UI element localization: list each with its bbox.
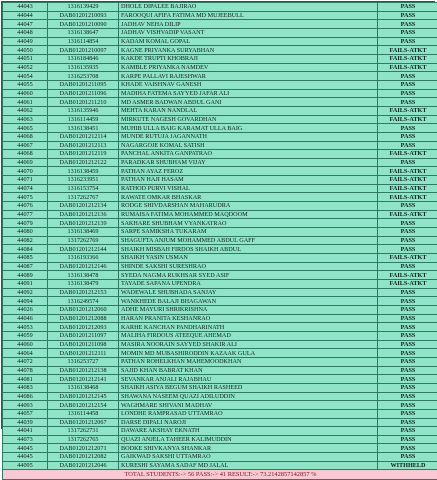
- seat-number: 44063: [3, 115, 48, 124]
- result-status: PASS: [378, 444, 437, 453]
- enrollment-number: DAB01201212111: [48, 349, 119, 358]
- table-row: [3, 141, 437, 150]
- student-name: NAGARGOJE KOMAL SATISH: [119, 141, 378, 150]
- seat-number: 44060: [3, 89, 48, 98]
- enrollment-number: DAB01201212046: [48, 461, 119, 470]
- table-row: [3, 132, 437, 141]
- student-name: RUMAISA FATIMA MOHAMMED MAQDOOM: [119, 210, 378, 219]
- table-row: [3, 444, 437, 453]
- result-status: FAILS-ATKT: [378, 184, 437, 193]
- table-row: [3, 167, 437, 176]
- result-status: PASS: [378, 305, 437, 314]
- seat-number: 44084: [3, 245, 48, 254]
- enrollment-number: DAB01201212082: [48, 453, 119, 462]
- enrollment-number: DAB01201210090: [48, 20, 119, 29]
- totals-row: [3, 470, 437, 480]
- enrollment-number: 1316114459: [48, 115, 119, 124]
- enrollment-number: 1316114458: [48, 409, 119, 418]
- enrollment-number: DAB01201210097: [48, 46, 119, 55]
- enrollment-number: DAB01201211098: [48, 340, 119, 349]
- table-row: [3, 435, 437, 444]
- table-row: [3, 392, 437, 401]
- table-row: [3, 236, 437, 245]
- student-name: WADEWALE SHUBHADA SANJAY: [119, 288, 378, 297]
- enrollment-number: DAB01201212139: [48, 219, 119, 228]
- table-row: [3, 150, 437, 159]
- result-status: FAILS-ATKT: [378, 271, 437, 280]
- student-name: SHAIKH YASIN USMAN: [119, 254, 378, 263]
- table-row: [3, 340, 437, 349]
- enrollment-number: DAB01201212154: [48, 401, 119, 410]
- result-status: FAILS-ATKT: [378, 46, 437, 55]
- seat-number: 44095: [3, 461, 48, 470]
- seat-number: 44083: [3, 383, 48, 392]
- enrollment-number: 1316138459: [48, 167, 119, 176]
- student-name: MADIHA FATEMA SAYYED JAFAR ALI: [119, 89, 378, 98]
- table-row: [3, 63, 437, 72]
- seat-number: 44068: [3, 132, 48, 141]
- enrollment-number: 1317262769: [48, 236, 119, 245]
- table-row: [3, 54, 437, 63]
- seat-number: 44061: [3, 98, 48, 107]
- student-name: MD ASMER BADWAN ABDUL GANI: [119, 98, 378, 107]
- seat-number: 44057: [3, 409, 48, 418]
- student-name: MASIRA NOORAIN SAYYED SHAKIR ALI: [119, 340, 378, 349]
- table-row: [3, 46, 437, 55]
- student-name: JADHAV VISHVADIP VASANT: [119, 28, 378, 37]
- student-name: RODGE SHIVDARSHAN MAHARUDRA: [119, 202, 378, 211]
- seat-number: 44077: [3, 210, 48, 219]
- student-name: SEVANKAR ANJALI RAJABHAU: [119, 375, 378, 384]
- seat-number: 44091: [3, 280, 48, 289]
- enrollment-number: 1316114854: [48, 37, 119, 46]
- student-name: SYEDA NAGMA RUKHSAR SYED ASIF: [119, 271, 378, 280]
- table-row: [3, 323, 437, 332]
- enrollment-number: DAB01201212119: [48, 150, 119, 159]
- student-name: LONDHE RAMPRASAD UTTAMRAO: [119, 409, 378, 418]
- enrollment-number: DAB01201212146: [48, 262, 119, 271]
- enrollment-number: 1316138451: [48, 124, 119, 133]
- result-status: PASS: [378, 392, 437, 401]
- table-row: [3, 115, 437, 124]
- result-status: FAILS-ATKT: [378, 54, 437, 63]
- table-row: [3, 375, 437, 384]
- student-name: SHAGUFTA ANJUM MOHAMMED ABDUL GAFF: [119, 236, 378, 245]
- seat-number: 44065: [3, 124, 48, 133]
- table-row: [3, 427, 437, 436]
- student-name: WAGHMARE SHIVANI MADHAV: [119, 401, 378, 410]
- seat-number: 44039: [3, 418, 48, 427]
- enrollment-number: DAB01201212138: [48, 366, 119, 375]
- result-status: PASS: [378, 141, 437, 150]
- student-name: KURESHI SAYAMA SADAF MD JALAL: [119, 461, 378, 470]
- student-name: RATHOD PURVI VISHAL: [119, 184, 378, 193]
- result-status: PASS: [378, 427, 437, 436]
- result-status: FAILS-ATKT: [378, 280, 437, 289]
- student-name: KARPE PALLAVI RAJESHWAR: [119, 72, 378, 81]
- totals-summary: TOTAL STUDENTS:-> 56 PASS:-> 41 RESULT:-> 73.2142857142857 %: [3, 470, 437, 480]
- table-row: [3, 331, 437, 340]
- enrollment-number: DAB01201212113: [48, 141, 119, 150]
- seat-number: 44094: [3, 297, 48, 306]
- result-status: PASS: [378, 383, 437, 392]
- enrollment-number: DAB01201211097: [48, 331, 119, 340]
- table-row: [3, 409, 437, 418]
- enrollment-number: DAB01201211210: [48, 98, 119, 107]
- table-row: [3, 89, 437, 98]
- table-row: [3, 288, 437, 297]
- student-name: MUHIB ULLA BAIG KARAMAT ULLA BAIG: [119, 124, 378, 133]
- enrollment-number: 1317262731: [48, 427, 119, 436]
- enrollment-number: 1316253727: [48, 357, 119, 366]
- seat-number: 44059: [3, 331, 48, 340]
- result-status: PASS: [378, 202, 437, 211]
- result-status: PASS: [378, 98, 437, 107]
- seat-number: 44072: [3, 357, 48, 366]
- table-row: [3, 401, 437, 410]
- result-status: PASS: [378, 366, 437, 375]
- seat-number: 44062: [3, 106, 48, 115]
- result-status: FAILS-ATKT: [378, 254, 437, 263]
- enrollment-number: DAB01201212134: [48, 202, 119, 211]
- result-status: PASS: [378, 409, 437, 418]
- enrollment-number: 1317262767: [48, 193, 119, 202]
- result-status: PASS: [378, 124, 437, 133]
- table-row: [3, 98, 437, 107]
- table-row: [3, 366, 437, 375]
- result-status: FAILS-ATKT: [378, 150, 437, 159]
- student-name: BODKE SHIVKANYA SHANKAR: [119, 444, 378, 453]
- table-row: [3, 245, 437, 254]
- table-row: [3, 20, 437, 29]
- student-name: GAIKWAD SAKSHI UTTAMRAO: [119, 453, 378, 462]
- result-status: FAILS-ATKT: [378, 63, 437, 72]
- table-row: [3, 184, 437, 193]
- seat-number: 44080: [3, 228, 48, 237]
- enrollment-number: DAB01201212136: [48, 210, 119, 219]
- result-status: PASS: [378, 245, 437, 254]
- table-row: [3, 176, 437, 185]
- student-name: MALIHA FIRDOUS ATEEQUE AHEMAD: [119, 331, 378, 340]
- result-status: PASS: [378, 453, 437, 462]
- table-row: [3, 461, 437, 470]
- result-status: PASS: [378, 331, 437, 340]
- enrollment-number: 1316135946: [48, 106, 119, 115]
- seat-number: 44067: [3, 141, 48, 150]
- table-row: [3, 124, 437, 133]
- enrollment-number: 1316249574: [48, 297, 119, 306]
- student-name: SAJID KHAN BABRAT KHAN: [119, 366, 378, 375]
- result-sheet: [1, 1, 435, 429]
- enrollment-number: 1316138478: [48, 271, 119, 280]
- seat-number: 44060: [3, 340, 48, 349]
- student-name: DAWARE AKSHAY EKNATH: [119, 427, 378, 436]
- result-status: PASS: [378, 28, 437, 37]
- enrollment-number: 1316138468: [48, 383, 119, 392]
- student-name: RAWATE OMKAR BHASKAR: [119, 193, 378, 202]
- seat-number: 44051: [3, 54, 48, 63]
- student-name: KHADE VAISHNAV GANESH: [119, 80, 378, 89]
- table-row: [3, 11, 437, 20]
- seat-number: 44054: [3, 72, 48, 81]
- result-status: PASS: [378, 11, 437, 20]
- results-table-body: [3, 3, 437, 480]
- result-status: PASS: [378, 262, 437, 271]
- student-name: KAMBLE PRIYANKA NAMDEV: [119, 63, 378, 72]
- enrollment-number: 1316139429: [48, 3, 119, 12]
- result-status: PASS: [378, 72, 437, 81]
- student-name: KARHE KANCHAN PANDHARINATH: [119, 323, 378, 332]
- seat-number: 44075: [3, 193, 48, 202]
- seat-number: 44085: [3, 254, 48, 263]
- result-status: FAILS-ATKT: [378, 176, 437, 185]
- enrollment-number: DAB01201212093: [48, 323, 119, 332]
- result-status: FAILS-ATKT: [378, 115, 437, 124]
- table-row: [3, 80, 437, 89]
- seat-number: 44053: [3, 323, 48, 332]
- student-name: HARAN PRANITA KESHANRAO: [119, 314, 378, 323]
- result-status: PASS: [378, 288, 437, 297]
- table-row: [3, 202, 437, 211]
- enrollment-number: 1316184846: [48, 54, 119, 63]
- result-status: FAILS-ATKT: [378, 210, 437, 219]
- seat-number: 44043: [3, 3, 48, 12]
- student-name: MEHTA KARAN NANDLAL: [119, 106, 378, 115]
- result-status: PASS: [378, 228, 437, 237]
- enrollment-number: DAB01201212122: [48, 158, 119, 167]
- enrollment-number: 1316138647: [48, 28, 119, 37]
- enrollment-number: DAB01201211095: [48, 80, 119, 89]
- student-name: PATHAN HAJI HASAM: [119, 176, 378, 185]
- seat-number: 44070: [3, 167, 48, 176]
- seat-number: 44069: [3, 158, 48, 167]
- table-row: [3, 357, 437, 366]
- table-row: [3, 453, 437, 462]
- result-status: PASS: [378, 314, 437, 323]
- seat-number: 44071: [3, 176, 48, 185]
- result-status: PASS: [378, 323, 437, 332]
- result-status: PASS: [378, 297, 437, 306]
- seat-number: 44086: [3, 392, 48, 401]
- enrollment-number: 1316193366: [48, 254, 119, 263]
- student-name: MOMIN MD MUBASHIRODDIN KAZAAK GULA: [119, 349, 378, 358]
- student-name: PANCHAL ANKITA GANPATRAO: [119, 150, 378, 159]
- seat-number: 44081: [3, 375, 48, 384]
- seat-number: 44046: [3, 314, 48, 323]
- result-status: PASS: [378, 236, 437, 245]
- enrollment-number: 1316138479: [48, 280, 119, 289]
- enrollment-number: DAB01201212153: [48, 288, 119, 297]
- result-status: PASS: [378, 349, 437, 358]
- enrollment-number: DAB01201212114: [48, 132, 119, 141]
- result-status: FAILS-ATKT: [378, 106, 437, 115]
- student-name: TAYADE SAPANA UPENDRA: [119, 280, 378, 289]
- enrollment-number: DAB01201212071: [48, 444, 119, 453]
- enrollment-number: 1316253708: [48, 72, 119, 81]
- seat-number: 44092: [3, 288, 48, 297]
- student-name: SARPE SAMIKSHA TUKARAM: [119, 228, 378, 237]
- table-row: [3, 210, 437, 219]
- seat-number: 44049: [3, 37, 48, 46]
- enrollment-number: DAB01201212088: [48, 314, 119, 323]
- student-name: MUNDE RUTUJA JAGANNATH: [119, 132, 378, 141]
- result-status: PASS: [378, 3, 437, 12]
- seat-number: 44052: [3, 63, 48, 72]
- table-row: [3, 262, 437, 271]
- seat-number: 44089: [3, 271, 48, 280]
- result-status: PASS: [378, 435, 437, 444]
- table-row: [3, 72, 437, 81]
- table-row: [3, 305, 437, 314]
- table-row: [3, 383, 437, 392]
- seat-number: 44073: [3, 435, 48, 444]
- result-status: PASS: [378, 89, 437, 98]
- table-row: [3, 193, 437, 202]
- table-row: [3, 3, 437, 12]
- result-status: PASS: [378, 418, 437, 427]
- result-status: PASS: [378, 158, 437, 167]
- result-status: PASS: [378, 340, 437, 349]
- table-row: [3, 219, 437, 228]
- table-row: [3, 106, 437, 115]
- student-name: KAGNE PRIYANKA SURYABHAN: [119, 46, 378, 55]
- enrollment-number: DAB01201212060: [48, 305, 119, 314]
- student-name: SHAIKH ASIYA BEGUM SHAIKH RASHEED: [119, 383, 378, 392]
- student-name: KADAM KOMAL GOPAL: [119, 37, 378, 46]
- seat-number: 44079: [3, 219, 48, 228]
- enrollment-number: 1316153754: [48, 184, 119, 193]
- result-status: WITHHELD: [378, 461, 437, 470]
- student-name: DHOLE DIPALEE BAJIRAO: [119, 3, 378, 12]
- result-status: PASS: [378, 80, 437, 89]
- student-name: PATHAN ROHELKHAN MAHEMOODKHAN: [119, 357, 378, 366]
- enrollment-number: DAB01201212144: [48, 245, 119, 254]
- seat-number: 44055: [3, 80, 48, 89]
- result-status: FAILS-ATKT: [378, 193, 437, 202]
- student-name: MIRKUTE NAGESH GOVARDHAN: [119, 115, 378, 124]
- table-row: [3, 418, 437, 427]
- result-status: FAILS-ATKT: [378, 167, 437, 176]
- student-name: JADHAV NEHA DILIP: [119, 20, 378, 29]
- student-name: PARADKAR SHUBHAM VIJAY: [119, 158, 378, 167]
- student-name: KAKDE TRUPTI KHOBRAJI: [119, 54, 378, 63]
- table-row: [3, 254, 437, 263]
- result-status: PASS: [378, 357, 437, 366]
- enrollment-number: DAB01201212141: [48, 375, 119, 384]
- result-status: PASS: [378, 401, 437, 410]
- result-status: PASS: [378, 37, 437, 46]
- table-row: [3, 271, 437, 280]
- result-status: PASS: [378, 132, 437, 141]
- student-name: WANKHEDE BALAJI BHAGAWAN: [119, 297, 378, 306]
- enrollment-number: DAB01201211096: [48, 89, 119, 98]
- table-row: [3, 28, 437, 37]
- seat-number: 44045: [3, 444, 48, 453]
- enrollment-number: 1316138469: [48, 228, 119, 237]
- table-row: [3, 280, 437, 289]
- results-table: [2, 2, 437, 480]
- seat-number: 44026: [3, 305, 48, 314]
- result-status: PASS: [378, 219, 437, 228]
- student-name: QUAZI ANJELA TAHEER KALIMUDDIN: [119, 435, 378, 444]
- seat-number: 44068: [3, 150, 48, 159]
- seat-number: 44050: [3, 46, 48, 55]
- student-name: DARSE DIPALI NAROJI: [119, 418, 378, 427]
- student-name: ADHE MAYURI SHRIKRISHNA: [119, 305, 378, 314]
- seat-number: 44047: [3, 20, 48, 29]
- enrollment-number: DAB01201212145: [48, 392, 119, 401]
- seat-number: 44048: [3, 28, 48, 37]
- enrollment-number: DAB01201210093: [48, 11, 119, 20]
- result-status: PASS: [378, 20, 437, 29]
- table-row: [3, 37, 437, 46]
- result-status: PASS: [378, 375, 437, 384]
- seat-number: 44045: [3, 453, 48, 462]
- table-row: [3, 297, 437, 306]
- student-name: PATHAN AYAZ FEROZ: [119, 167, 378, 176]
- enrollment-number: 1317262765: [48, 435, 119, 444]
- seat-number: 44087: [3, 262, 48, 271]
- table-row: [3, 314, 437, 323]
- enrollment-number: 1316135935: [48, 63, 119, 72]
- seat-number: 44093: [3, 401, 48, 410]
- seat-number: 44074: [3, 184, 48, 193]
- seat-number: 44078: [3, 366, 48, 375]
- seat-number: 44041: [3, 427, 48, 436]
- student-name: SHAIKH MISBAH FIRDOS SHAIKH ABDUL: [119, 245, 378, 254]
- enrollment-number: 1316233951: [48, 176, 119, 185]
- table-row: [3, 349, 437, 358]
- seat-number: 44076: [3, 202, 48, 211]
- enrollment-number: DAB01201212067: [48, 418, 119, 427]
- seat-number: 44044: [3, 11, 48, 20]
- seat-number: 44082: [3, 236, 48, 245]
- student-name: SAKHARE SHUBHAM VYANKATRAO: [119, 219, 378, 228]
- seat-number: 44064: [3, 349, 48, 358]
- table-row: [3, 158, 437, 167]
- student-name: FAROOQUI AFIFA FATIMA MD MUJEEBULL: [119, 11, 378, 20]
- table-row: [3, 228, 437, 237]
- student-name: SHINDE SAKSHI SURESHRAO: [119, 262, 378, 271]
- student-name: SHAWANA NASEEM QUAZI ADILUDDIN: [119, 392, 378, 401]
